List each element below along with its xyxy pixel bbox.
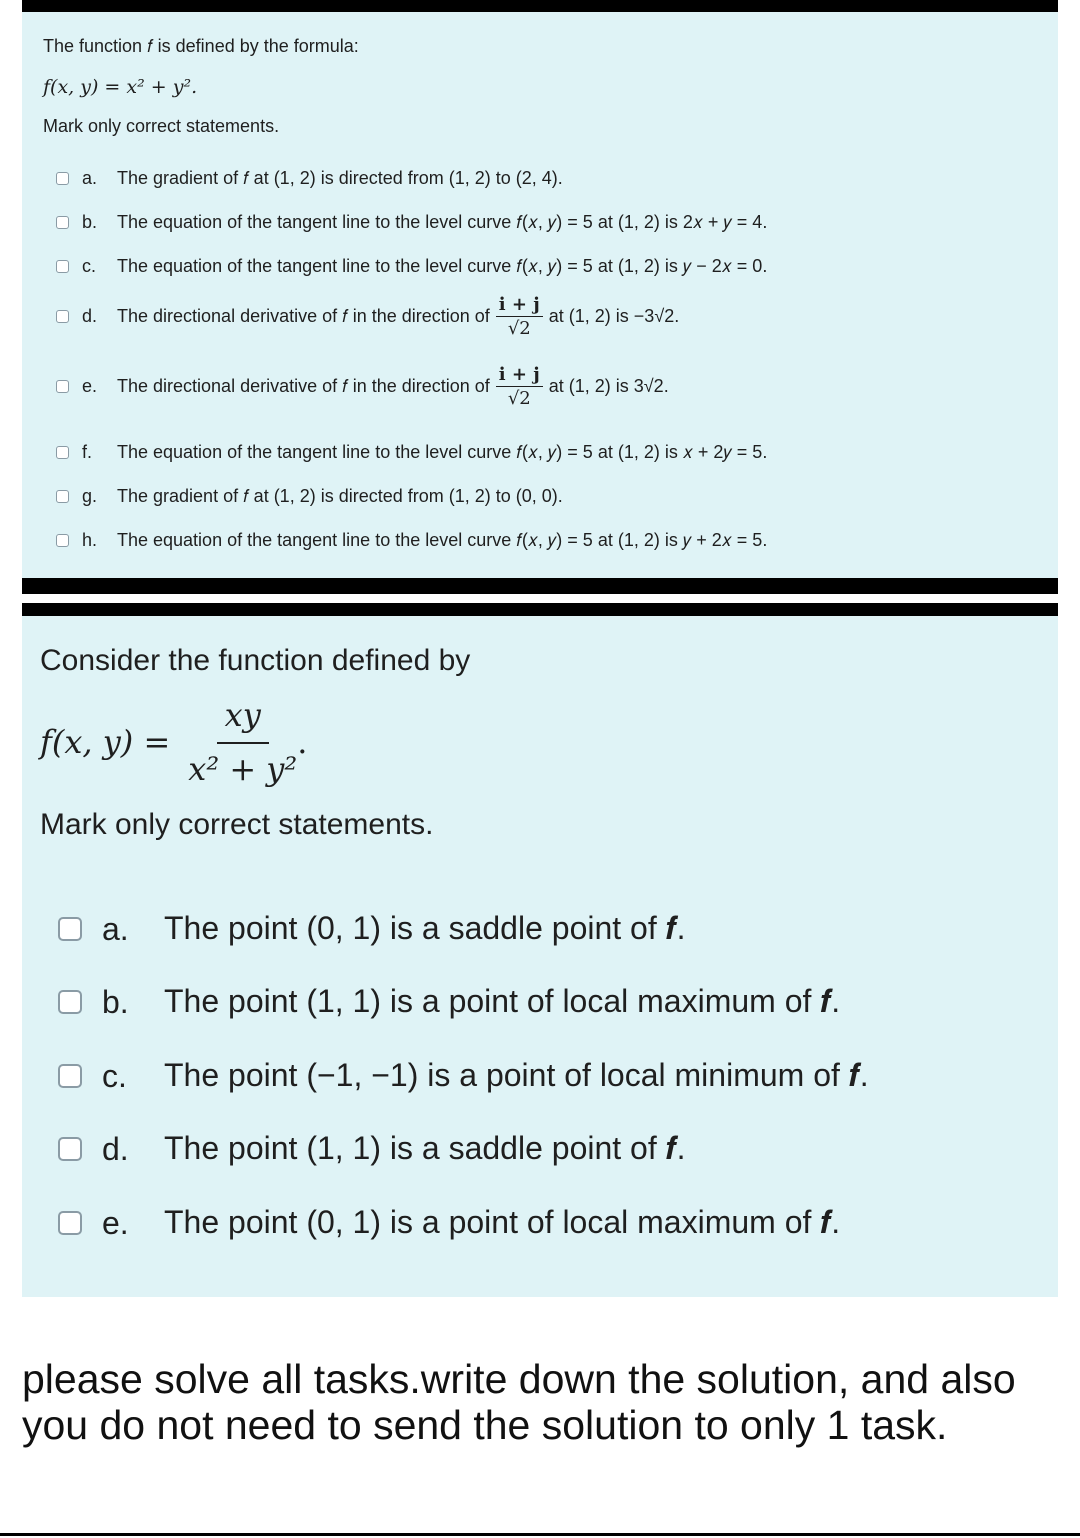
option-letter: g. [82, 486, 98, 506]
formula-fraction [188, 696, 297, 788]
fraction-numerator: i + j [496, 294, 543, 317]
bottom-border [0, 1533, 1080, 1536]
option-text: The equation of the tangent line to the level curve 𝑓(𝑥, 𝑦) = 5 at (1, 2) is 2𝑥 + 𝑦 = 4. [117, 212, 768, 232]
option-text: The point (1, 1) is a point of local maximum of 𝒇. [164, 983, 841, 1019]
option-text: The equation of the tangent line to the level curve 𝑓(𝑥, 𝑦) = 5 at (1, 2) is 𝑥 + 2𝑦 = 5. [117, 442, 768, 462]
option-text-after: at (1, 2) is −3√2. [548, 306, 680, 326]
option-text: The point (0, 1) is a saddle point of 𝒇. [164, 910, 686, 946]
divider-bar [22, 603, 1058, 616]
question-2-formula [40, 696, 307, 788]
question-2-panel [22, 616, 1058, 1297]
q2-option-b[interactable] [58, 983, 840, 1021]
option-text: The equation of the tangent line to the level curve 𝑓(𝑥, 𝑦) = 5 at (1, 2) is 𝑦 − 2𝑥 = 0. [117, 256, 768, 276]
option-text: The equation of the tangent line to the level curve 𝑓(𝑥, 𝑦) = 5 at (1, 2) is 𝑦 + 2𝑥 = 5. [117, 530, 768, 550]
q1-option-d[interactable] [56, 294, 679, 339]
option-text-after: at (1, 2) is 3√2. [548, 376, 669, 396]
checkbox[interactable] [58, 1137, 82, 1161]
option-text-before: The directional derivative of 𝑓 in the direction of [117, 376, 490, 396]
checkbox[interactable] [56, 534, 69, 547]
option-letter: b. [102, 983, 129, 1020]
checkbox[interactable] [56, 446, 69, 459]
fraction-denominator: √2 [507, 318, 531, 339]
q1-option-b[interactable] [56, 212, 767, 233]
option-letter: a. [102, 910, 129, 947]
checkbox[interactable] [58, 990, 82, 1014]
question-1-instruction: Mark only correct statements. [43, 116, 280, 136]
q1-option-h[interactable] [56, 530, 767, 551]
option-letter: f. [82, 442, 93, 462]
q2-option-d[interactable] [58, 1130, 686, 1168]
q2-option-c[interactable] [58, 1057, 869, 1095]
question-1-panel [22, 12, 1058, 578]
question-1-intro: The function 𝑓 is defined by the formula: [43, 36, 359, 56]
option-letter: c. [102, 1057, 127, 1094]
q1-option-g[interactable] [56, 486, 563, 507]
option-letter: c. [82, 256, 97, 276]
option-text: The point (−1, −1) is a point of local minimum of 𝒇. [164, 1057, 869, 1093]
q1-option-c[interactable] [56, 256, 767, 277]
option-text: The gradient of 𝑓 at (1, 2) is directed from (1, 2) to (0, 0). [117, 486, 563, 506]
formula-end: . [297, 723, 308, 761]
direction-fraction [496, 294, 543, 339]
q1-option-a[interactable] [56, 168, 563, 189]
formula-numerator: xy [217, 696, 269, 744]
direction-fraction [496, 364, 543, 409]
option-text-before: The directional derivative of 𝑓 in the direction of [117, 306, 490, 326]
q1-option-e[interactable] [56, 364, 669, 409]
option-letter: a. [82, 168, 98, 188]
checkbox[interactable] [56, 172, 69, 185]
question-1-formula: f(x, y) = x² + y². [43, 76, 198, 98]
checkbox[interactable] [56, 260, 69, 273]
checkbox[interactable] [56, 216, 69, 229]
checkbox[interactable] [58, 1211, 82, 1235]
checkbox[interactable] [58, 1064, 82, 1088]
formula-lhs: f(x, y) = [40, 723, 171, 761]
option-text: The gradient of 𝑓 at (1, 2) is directed from (1, 2) to (2, 4). [117, 168, 563, 188]
q2-option-a[interactable] [58, 910, 686, 948]
fraction-numerator: i + j [496, 364, 543, 387]
formula-denominator: x² + y² [188, 750, 298, 788]
question-2-intro: Consider the function defined by [40, 644, 471, 677]
top-divider [22, 0, 1058, 12]
fraction-denominator: √2 [507, 388, 531, 409]
divider-bar [22, 578, 1058, 594]
request-text: please solve all tasks.write down the solution, and also you do not need to send the solution to only 1 task. [22, 1356, 1016, 1449]
checkbox[interactable] [58, 917, 82, 941]
option-letter: b. [82, 212, 98, 232]
question-2-instruction: Mark only correct statements. [40, 808, 434, 841]
q1-option-f[interactable] [56, 442, 767, 463]
option-text: The point (1, 1) is a saddle point of 𝒇. [164, 1130, 686, 1166]
option-letter: d. [82, 306, 98, 326]
checkbox[interactable] [56, 310, 69, 323]
q2-option-e[interactable] [58, 1204, 840, 1242]
option-letter: e. [82, 376, 98, 396]
option-letter: h. [82, 530, 98, 550]
checkbox[interactable] [56, 380, 69, 393]
checkbox[interactable] [56, 490, 69, 503]
option-letter: e. [102, 1204, 129, 1241]
option-text: The point (0, 1) is a point of local maximum of 𝒇. [164, 1204, 841, 1240]
option-letter: d. [102, 1130, 129, 1167]
